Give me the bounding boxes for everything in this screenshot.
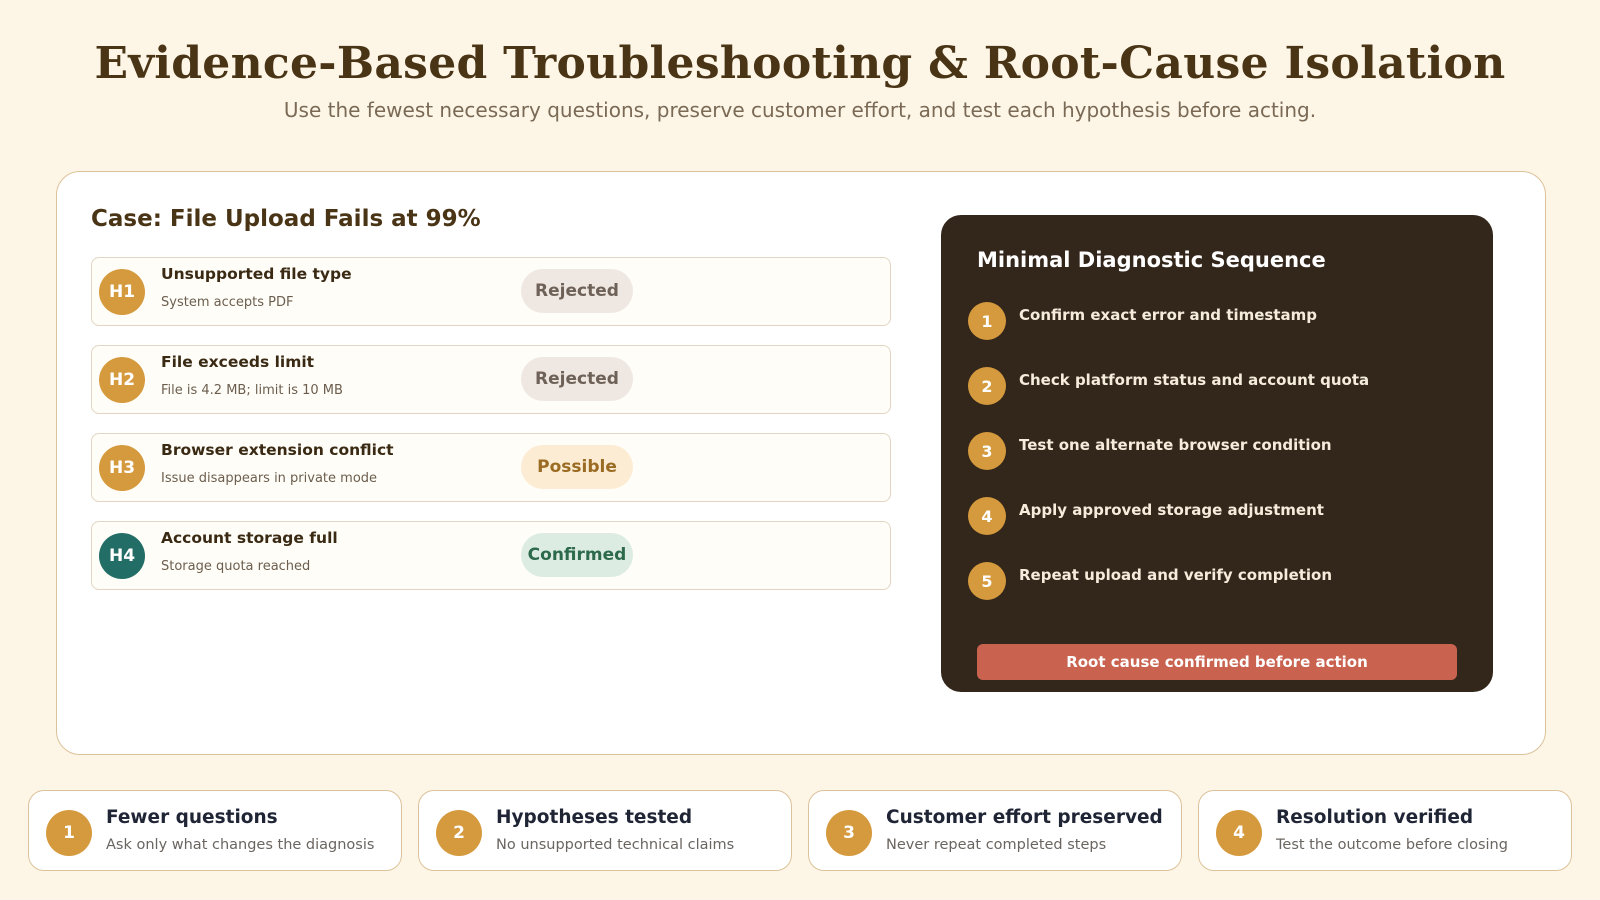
page-title: Evidence-Based Troubleshooting & Root-Cause Isolation — [94, 38, 1506, 89]
sequence-step-5 — [968, 562, 1468, 602]
hypothesis-title: Account storage full — [161, 529, 338, 547]
principle-title: Fewer questions — [106, 807, 278, 828]
hypothesis-detail: Issue disappears in private mode — [161, 471, 378, 486]
principle-card-4 — [1198, 790, 1572, 871]
hypothesis-row-h2 — [91, 345, 891, 414]
hypothesis-detail: Storage quota reached — [161, 559, 311, 574]
step-number: 5 — [968, 562, 1006, 600]
sequence-step-2 — [968, 367, 1468, 407]
hypothesis-row-h1 — [91, 257, 891, 326]
hypothesis-row-h4 — [91, 521, 891, 590]
step-label: Test one alternate browser condition — [1019, 436, 1332, 454]
step-label: Confirm exact error and timestamp — [1019, 306, 1317, 324]
sequence-step-3 — [968, 432, 1468, 472]
step-number: 1 — [968, 302, 1006, 340]
hypothesis-detail: File is 4.2 MB; limit is 10 MB — [161, 383, 343, 398]
step-number: 2 — [968, 367, 1006, 405]
principle-number: 1 — [46, 810, 92, 856]
principle-number: 4 — [1216, 810, 1262, 856]
status-badge-rejected: Rejected — [521, 269, 633, 313]
hypothesis-detail: System accepts PDF — [161, 295, 294, 310]
principle-desc: Never repeat completed steps — [886, 837, 1107, 853]
hypothesis-badge-h2: H2 — [99, 357, 145, 403]
hypothesis-title: File exceeds limit — [161, 353, 315, 371]
hypothesis-badge-h4: H4 — [99, 533, 145, 579]
principle-number: 2 — [436, 810, 482, 856]
step-number: 3 — [968, 432, 1006, 470]
status-badge-confirmed: Confirmed — [521, 533, 633, 577]
principle-title: Hypotheses tested — [496, 807, 693, 828]
hypothesis-badge-h3: H3 — [99, 445, 145, 491]
status-badge-possible: Possible — [521, 445, 633, 489]
step-number: 4 — [968, 497, 1006, 535]
hypothesis-row-h3 — [91, 433, 891, 502]
principle-card-1 — [28, 790, 402, 871]
principle-number: 3 — [826, 810, 872, 856]
principle-title: Customer effort preserved — [886, 807, 1163, 828]
step-label: Repeat upload and verify completion — [1019, 566, 1333, 584]
status-badge-rejected: Rejected — [521, 357, 633, 401]
case-card — [56, 171, 1546, 755]
principle-card-3 — [808, 790, 1182, 871]
step-label: Check platform status and account quota — [1019, 371, 1370, 389]
principle-title: Resolution verified — [1276, 807, 1474, 828]
principle-desc: Test the outcome before closing — [1276, 837, 1508, 853]
principle-desc: Ask only what changes the diagnosis — [106, 837, 375, 853]
sequence-step-1 — [968, 302, 1468, 342]
step-label: Apply approved storage adjustment — [1019, 501, 1324, 519]
diagnostic-sequence-panel — [941, 215, 1493, 692]
hypothesis-badge-h1: H1 — [99, 269, 145, 315]
page-subtitle: Use the fewest necessary questions, preserve customer effort, and test each hypothesis before acting. — [283, 98, 1317, 122]
root-cause-banner: Root cause confirmed before action — [977, 644, 1457, 680]
principle-card-2 — [418, 790, 792, 871]
hypothesis-title: Unsupported file type — [161, 265, 352, 283]
hypothesis-title: Browser extension conflict — [161, 441, 394, 459]
case-title: Case: File Upload Fails at 99% — [91, 206, 481, 232]
sequence-step-4 — [968, 497, 1468, 537]
sequence-title: Minimal Diagnostic Sequence — [977, 248, 1326, 272]
principle-desc: No unsupported technical claims — [496, 837, 735, 853]
